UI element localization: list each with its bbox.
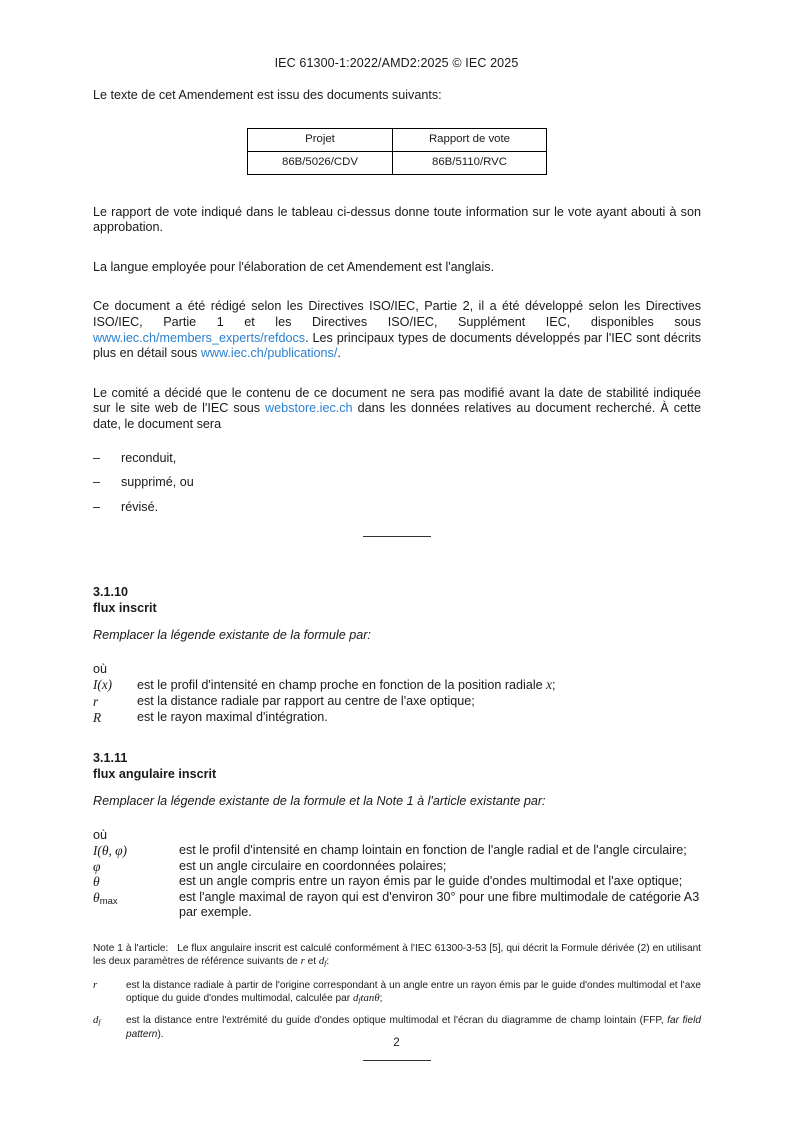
webstore-link[interactable]: webstore.iec.ch — [265, 401, 353, 416]
note-def-text-part1: est la distance radiale à partir de l'origine correspondant à un angle entre un rayon émis par le guide d'ondes multimodal et l'axe optique du guide d'ondes multimodal, calculée par — [126, 979, 701, 1004]
note-definition-description — [126, 979, 701, 1008]
definition-row — [93, 694, 701, 710]
list-dash-marker: – — [93, 499, 101, 514]
definition-description: est un angle circulaire en coordonnées polaires; — [179, 858, 447, 873]
note-definition-row — [93, 979, 701, 1008]
table-row — [248, 151, 547, 174]
note-definition-list — [93, 979, 701, 1041]
stability-text-part1: Le comité a décidé que le contenu de ce document ne sera pas modifié avant la date de stabilité indiquée sur le site web de l'IEC sous — [93, 385, 701, 416]
list-dash-marker: – — [93, 475, 101, 490]
definition-description: est le profil d'intensité en champ proche en fonction de la position radiale x; — [137, 677, 556, 693]
list-item-label: supprimé, ou — [121, 475, 194, 490]
list-dash-marker: – — [93, 450, 101, 465]
table-header-row — [248, 128, 547, 151]
definition-symbol: I(x) — [93, 677, 113, 693]
stability-outcome-list — [93, 451, 701, 516]
definition-symbol: θ — [93, 874, 100, 890]
note-symbol-r: r — [300, 955, 305, 968]
intro-lead-paragraph: Le texte de cet Amendement est issu des documents suivants: — [93, 88, 442, 102]
list-item-label: révisé. — [121, 499, 159, 514]
publications-link[interactable]: www.iec.ch/publications/ — [200, 346, 338, 361]
table-header-cell-projet: Projet — [248, 128, 393, 151]
directives-text-part1: Ce document a été rédigé selon les Directives ISO/IEC, Partie 2, il a été développé selon les Directives ISO/IEC, Partie 1 et les Directives ISO/IEC, Supplément IEC, disponibles sous — [93, 299, 701, 329]
definition-row — [93, 843, 701, 859]
language-paragraph: La langue employée pour l'élaboration de cet Amendement est l'anglais. — [93, 259, 495, 274]
page-content — [93, 88, 701, 1061]
definition-description: est la distance radiale par rapport au centre de l'axe optique; — [137, 693, 475, 708]
clause-term-3-1-10: flux inscrit — [93, 600, 157, 615]
note-lead-mid: et — [304, 956, 319, 968]
list-item — [93, 475, 701, 491]
section-separator-rule — [363, 536, 431, 537]
definition-description: est le profil d'intensité en champ lointain en fonction de l'angle radial et de l'angle circulaire; — [179, 843, 687, 858]
clause-ou-label-3-1-11: où — [93, 827, 108, 842]
directives-text-part2: . Les principaux types de documents développés par l'IEC sont décrits plus en détail sous — [93, 330, 701, 361]
clause-instruction-3-1-10: Remplacer la légende existante de la formule par: — [93, 628, 371, 643]
definition-symbol: $\theta_{max}$ — [93, 889, 118, 907]
bottom-separator-wrapper — [93, 1060, 701, 1061]
table-cell-projet-value: 86B/5026/CDV — [248, 151, 393, 174]
clause-number-3-1-11: 3.1.11 — [93, 751, 128, 766]
definition-description: est le rayon maximal d'intégration. — [137, 709, 328, 724]
bottom-separator-rule — [363, 1060, 431, 1061]
note-def-text-part2: ; — [379, 992, 383, 1004]
list-item — [93, 451, 701, 467]
definition-symbol: r — [93, 693, 99, 709]
directives-paragraph — [93, 299, 701, 361]
definition-row — [93, 859, 701, 875]
list-item-label: reconduit, — [121, 450, 177, 465]
definition-list-3-1-10 — [93, 677, 701, 725]
definition-list-3-1-11 — [93, 843, 701, 921]
definition-row — [93, 890, 701, 921]
note-lead-end: : — [326, 956, 330, 968]
page-number: 2 — [393, 1036, 400, 1049]
note-paragraph — [93, 943, 701, 971]
definition-symbol: R — [93, 709, 102, 725]
note-symbol-df: df — [318, 955, 327, 969]
vote-report-paragraph: Le rapport de vote indiqué dans le tableau ci-dessus donne toute information sur le vote ayant abouti à son approbation. — [93, 204, 701, 235]
note-label: Note 1 à l'article: — [93, 943, 169, 955]
definition-row — [93, 710, 701, 726]
refdocs-link[interactable]: www.iec.ch/members_experts/refdocs — [93, 330, 306, 345]
stability-paragraph — [93, 386, 701, 433]
stability-text-part2: dans les données relatives au document recherché. À cette date, le document sera — [93, 401, 701, 431]
directives-text-part3: . — [337, 346, 341, 361]
list-item — [93, 500, 701, 516]
note-def-math: dftanθ — [352, 991, 380, 1005]
definition-symbol: I(θ, φ) — [93, 843, 128, 859]
note-definition-symbol: df — [93, 1014, 101, 1027]
definition-row — [93, 677, 701, 694]
definition-description: est un angle compris entre un rayon émis par le guide d'ondes multimodal et l'axe optique; — [179, 874, 683, 889]
table-header-cell-rapport: Rapport de vote — [392, 128, 546, 151]
note-definition-symbol: r — [93, 978, 98, 991]
definition-symbol: φ — [93, 858, 101, 874]
note-def-text-part1: est la distance entre l'extrémité du guide d'ondes optique multimodal et l'écran du diagramme de champ lointain (FFP, — [126, 1015, 668, 1027]
table-cell-rapport-value: 86B/5110/RVC — [392, 151, 546, 174]
vote-table — [247, 128, 547, 175]
definition-description: est l'angle maximal de rayon qui est d'environ 30° pour une fibre multimodale de catégorie A3 par exemple. — [179, 889, 700, 920]
clause-number-3-1-10: 3.1.10 — [93, 585, 129, 600]
running-header: IEC 61300-1:2022/AMD2:2025 © IEC 2025 — [274, 56, 519, 70]
clause-term-3-1-11: flux angulaire inscrit — [93, 766, 217, 781]
definition-row — [93, 874, 701, 890]
note-def-text-part2: ). — [157, 1028, 164, 1040]
clause-instruction-3-1-11: Remplacer la légende existante de la formule et la Note 1 à l'article existante par: — [93, 793, 546, 808]
clause-ou-label-3-1-10: où — [93, 661, 108, 676]
vote-table-wrapper — [93, 128, 701, 175]
note-lead-text: Le flux angulaire inscrit est calculé conformément à l'IEC 61300-3-53 [5], qui décrit la Formule dérivée (2) en utilisant les deux paramètres de référence suivants de — [93, 943, 701, 968]
note-def-italic: far field pattern — [126, 1015, 701, 1040]
